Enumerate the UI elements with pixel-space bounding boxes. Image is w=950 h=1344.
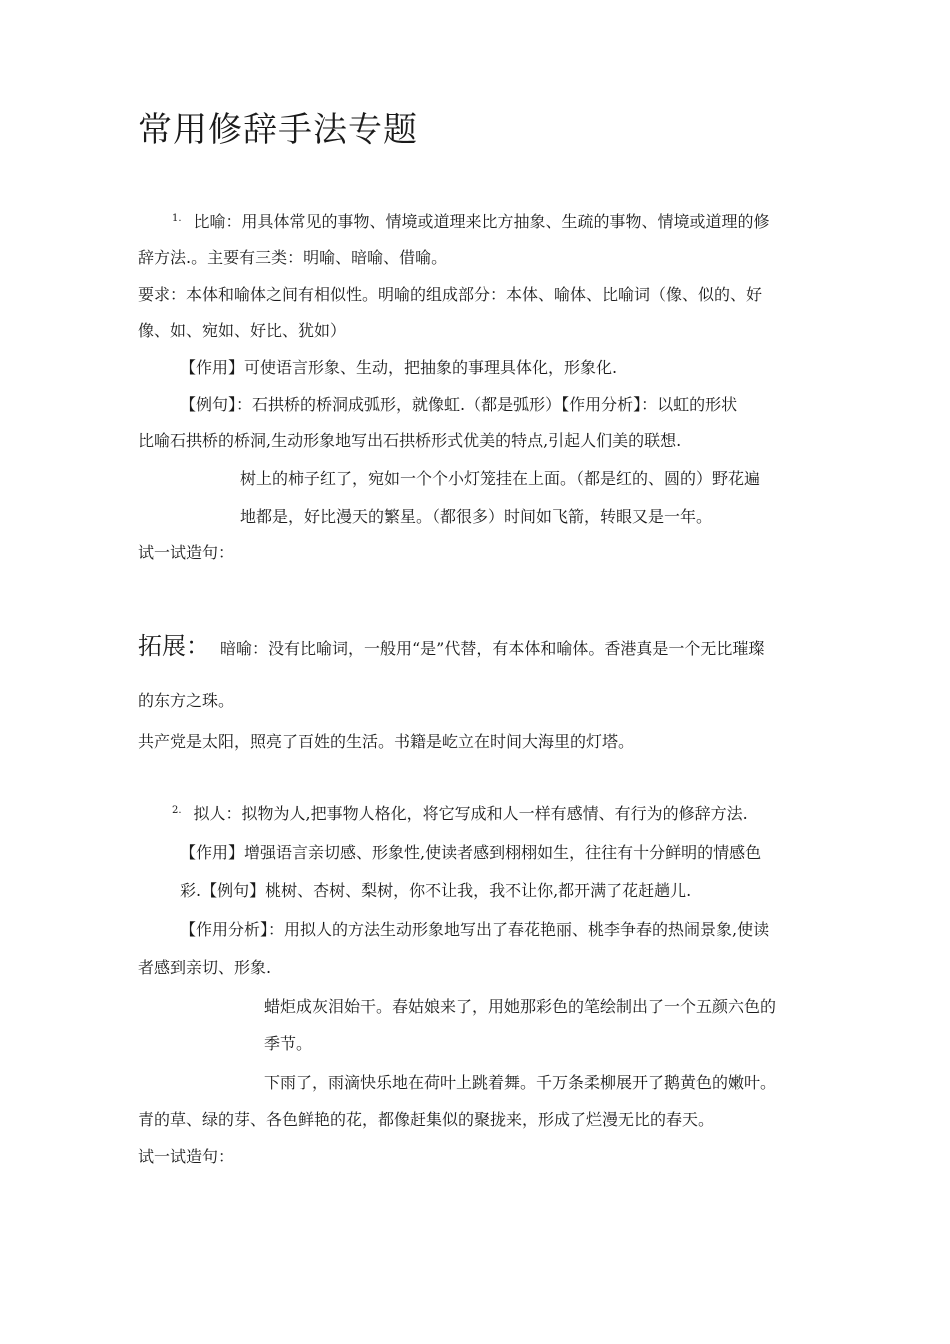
section-2-line-9: 青的草、绿的芽、各色鲜艳的花，都像赶集似的聚拢来，形成了烂漫无比的春天。 xyxy=(138,1110,715,1129)
section-1-line-2: 辞方法.。主要有三类：明喻、暗喻、借喻。 xyxy=(138,248,448,267)
extension-line-1 xyxy=(138,632,764,663)
section-2-line-7: 季节。 xyxy=(264,1034,313,1053)
section-2-line-4: 【作用分析】：用拟人的方法生动形象地写出了春花艳丽、桃李争春的热闹景象,使读 xyxy=(180,920,770,939)
section-1-line-5: 【作用】可使语言形象、生动，把抽象的事理具体化，形象化. xyxy=(180,358,618,377)
section-2-line-1 xyxy=(172,804,748,824)
section-2-text-1: 拟人：拟物为人,把事物人格化，将它写成和人一样有感情、有行为的修辞方法. xyxy=(193,804,748,823)
extension-line-3: 共产党是太阳，照亮了百姓的生活。书籍是屹立在时间大海里的灯塔。 xyxy=(138,732,635,751)
section-1-line-7: 比喻石拱桥的桥洞,生动形象地写出石拱桥形式优美的特点,引起人们美的联想. xyxy=(138,431,682,450)
section-2-line-8: 下雨了，雨滴快乐地在荷叶上跳着舞。千万条柔柳展开了鹅黄色的嫩叶。 xyxy=(264,1073,777,1092)
section-1-line-10: 试一试造句： xyxy=(138,543,235,562)
section-2-line-3: 彩.【例句】桃树、杏树、梨树，你不让我，我不让你,都开满了花赶趟儿. xyxy=(180,881,692,900)
section-1-line-9: 地都是，好比漫天的繁星。（都很多）时间如飞箭，转眼又是一年。 xyxy=(240,507,713,526)
page-title: 常用修辞手法专题 xyxy=(138,110,418,150)
extension-line-2: 的东方之珠。 xyxy=(138,691,235,710)
section-1-line-4: 像、如、宛如、好比、犹如） xyxy=(138,321,347,340)
section-2-line-2: 【作用】增强语言亲切感、形象性,使读者感到栩栩如生，往往有十分鲜明的情感色 xyxy=(180,843,762,862)
section-1-line-1 xyxy=(172,212,770,232)
section-1-line-6: 【例句】：石拱桥的桥洞成弧形，就像虹.（都是弧形）【作用分析】：以虹的形状 xyxy=(180,395,738,414)
section-1-line-3: 要求：本体和喻体之间有相似性。明喻的组成部分：本体、喻体、比喻词（像、似的、好 xyxy=(138,285,763,304)
section-2-line-10: 试一试造句： xyxy=(138,1147,235,1166)
section-2-line-6: 蜡炬成灰泪始干。春姑娘来了，用她那彩色的笔绘制出了一个五颜六色的 xyxy=(264,997,777,1016)
section-1-text-1: 比喻：用具体常见的事物、情境或道理来比方抽象、生疏的事物、情境或道理的修 xyxy=(193,212,770,231)
section-number: 2. xyxy=(172,805,182,816)
extension-text-1: 暗喻：没有比喻词，一般用“是”代替，有本体和喻体。香港真是一个无比璀璨 xyxy=(220,639,765,658)
extension-label: 拓展： xyxy=(138,632,210,660)
section-number: 1. xyxy=(172,213,182,224)
section-2-line-5: 者感到亲切、形象. xyxy=(138,958,272,977)
section-1-line-8: 树上的柿子红了，宛如一个个小灯笼挂在上面。（都是红的、圆的）野花遍 xyxy=(240,469,761,488)
